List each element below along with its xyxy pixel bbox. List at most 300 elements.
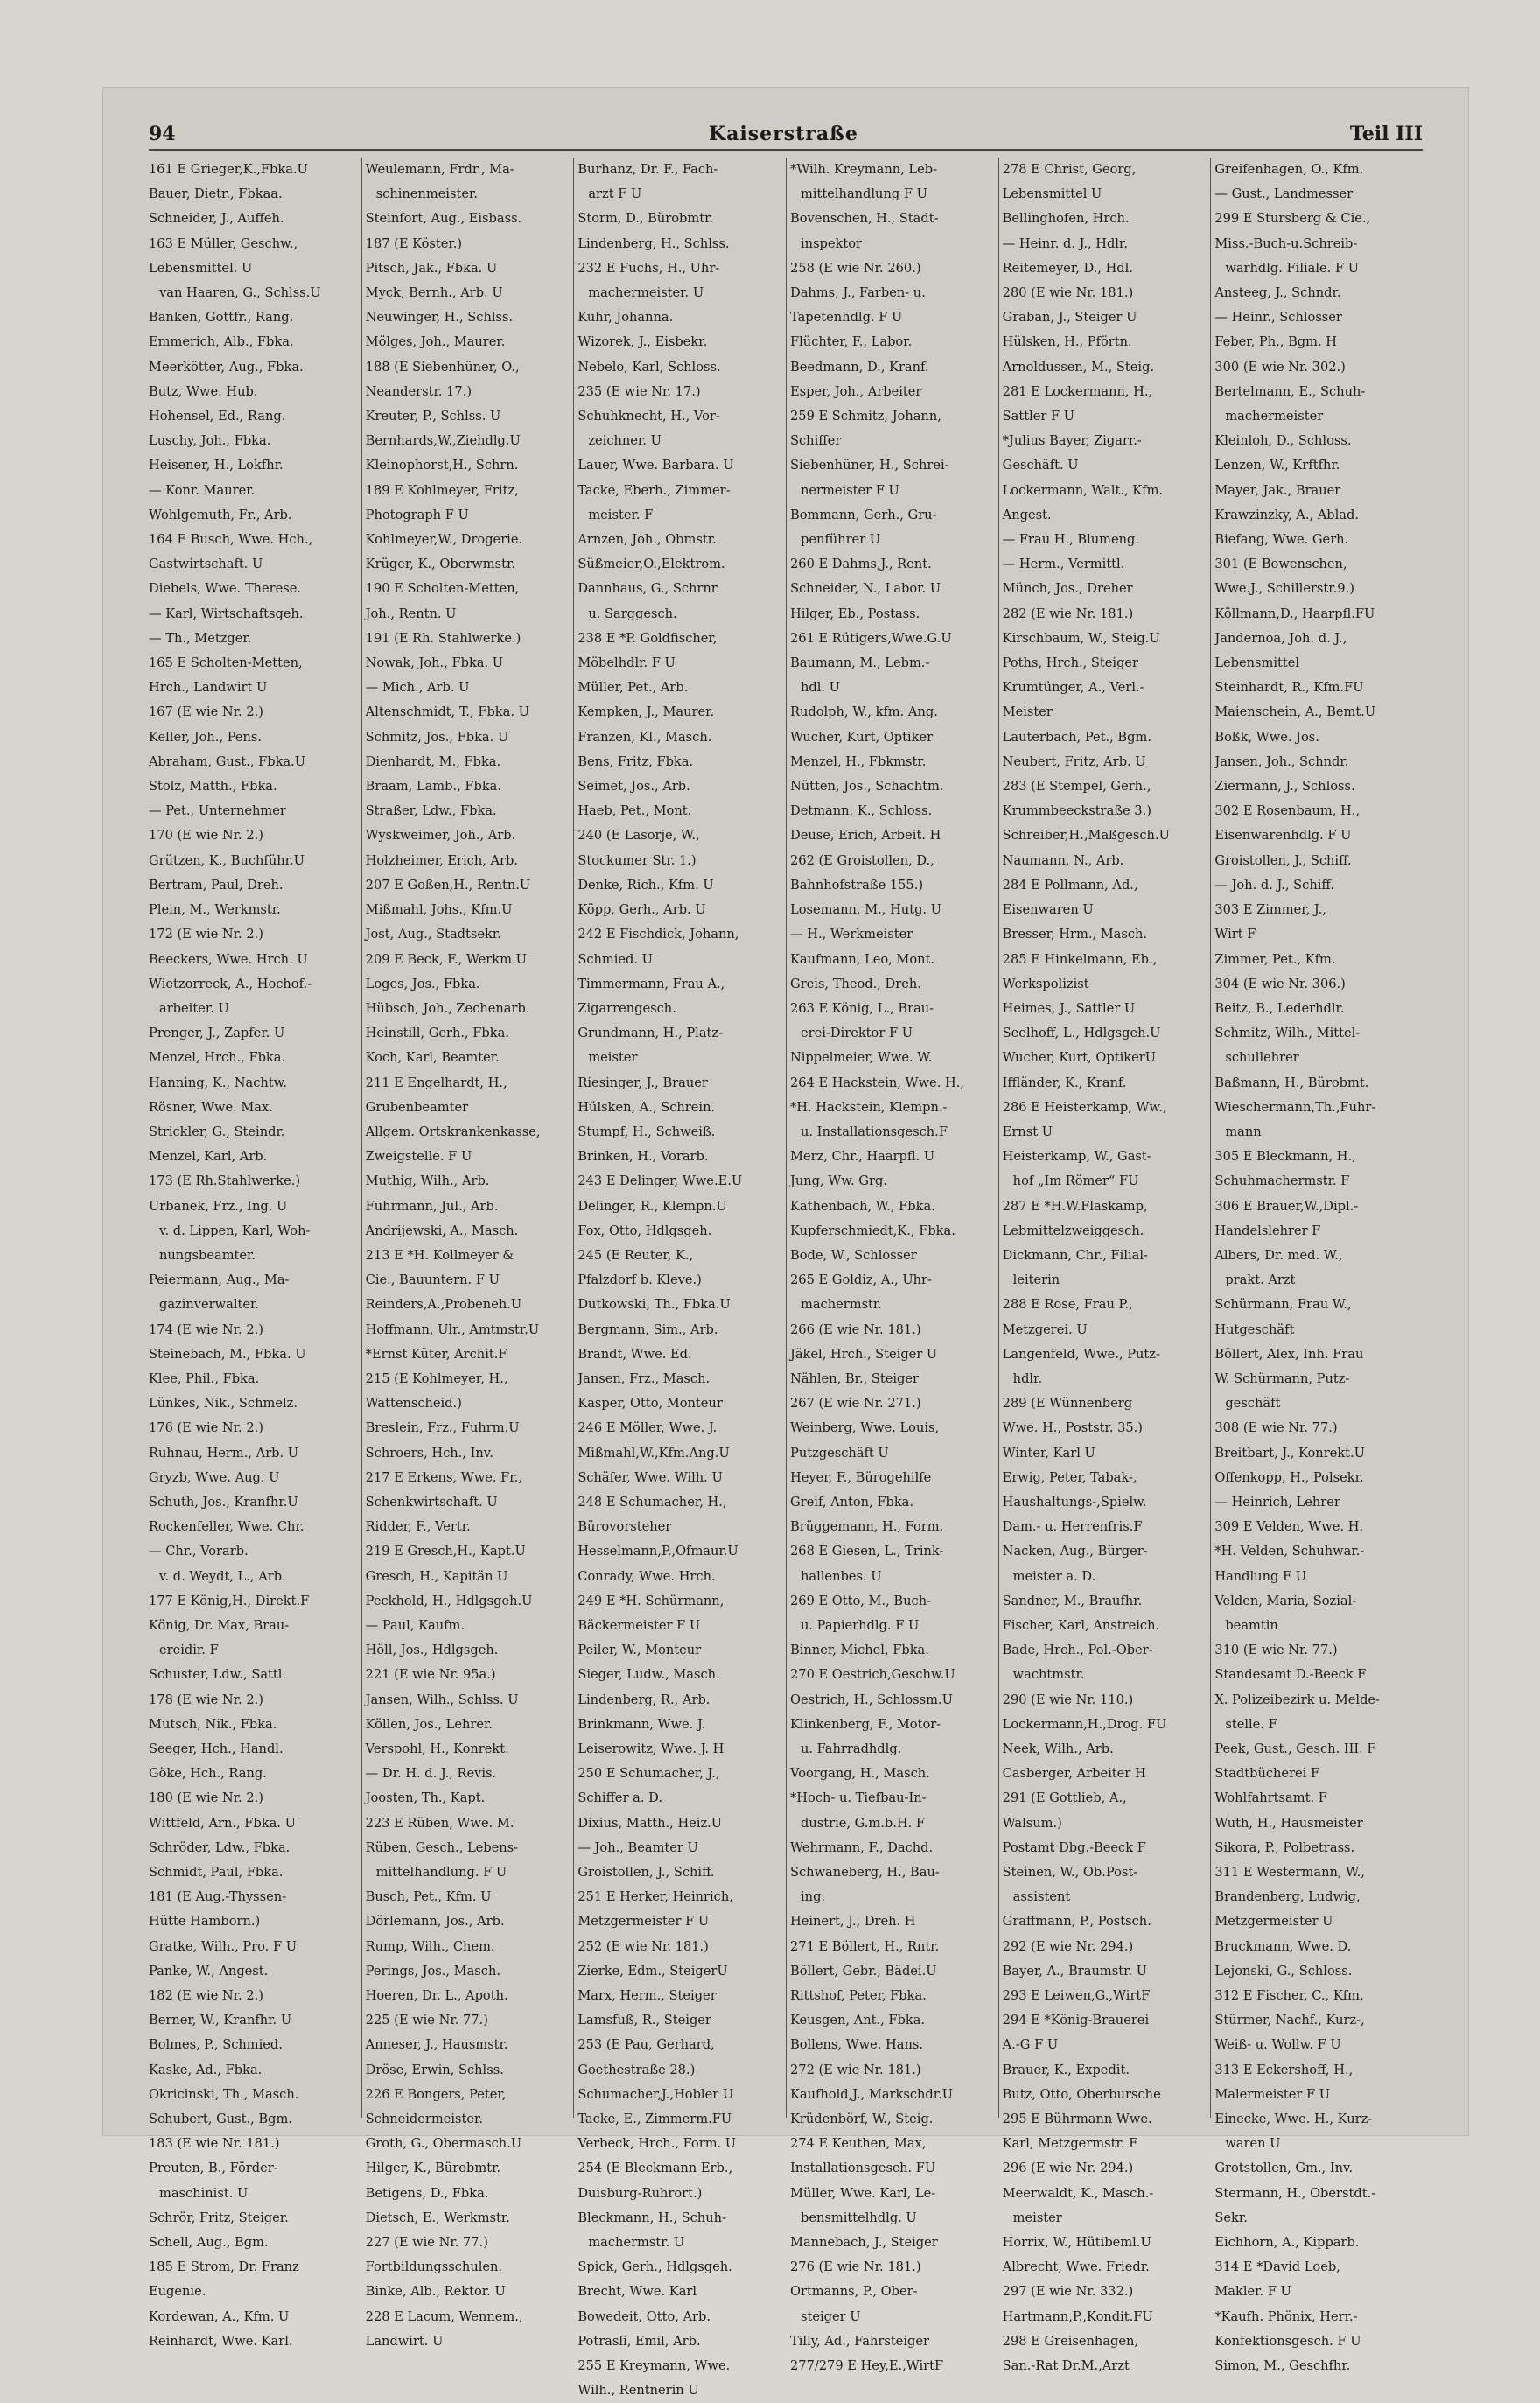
directory-entry: Dörlemann, Jos., Arb. (365, 1914, 505, 1930)
directory-entry: 248 E Schumacher, H., (578, 1494, 727, 1510)
directory-entry: 291 (E Gottlieb, A., (1002, 1790, 1127, 1806)
directory-entry: Bode, W., Schlosser (790, 1247, 917, 1263)
directory-entry: Betigens, D., Fbka. (365, 2185, 489, 2201)
directory-entry: Kleinophorst,H., Schrn. (365, 458, 519, 473)
directory-entry: Arnoldussen, M., Steig. (1002, 359, 1155, 375)
directory-entry: 225 (E wie Nr. 77.) (365, 2013, 488, 2028)
directory-entry: — Herm., Vermittl. (1002, 557, 1125, 572)
directory-entry: Binke, Alb., Rektor. U (365, 2284, 506, 2300)
directory-entry: Braam, Lamb., Fbka. (365, 779, 502, 795)
directory-entry: 302 E Rosenbaum, H., (1214, 803, 1360, 819)
directory-entry: — Th., Metzger. (149, 630, 252, 646)
directory-entry: Lünkes, Nik., Schmelz. (149, 1396, 298, 1412)
directory-entry: Iffländer, K., Kranf. (1002, 1075, 1127, 1090)
directory-entry: Lebensmittel U (1002, 186, 1102, 202)
directory-entry: 207 E Goßen,H., Rentn.U (365, 877, 531, 893)
directory-entry: 259 E Schmitz, Johann, (790, 409, 942, 424)
directory-entry: 176 (E wie Nr. 2.) (149, 1420, 263, 1436)
directory-entry: Dröse, Erwin, Schlss. (365, 2062, 504, 2077)
directory-entry: — Konr. Maurer. (149, 482, 256, 498)
directory-entry: 165 E Scholten-Metten, (149, 655, 303, 671)
directory-entry: 172 (E wie Nr. 2.) (149, 927, 263, 942)
directory-entry: Delinger, R., Klempn.U (578, 1198, 727, 1214)
directory-entry: Spick, Gerh., Hdlgsgeh. (578, 2259, 732, 2275)
directory-entry: Geschäft. U (1002, 458, 1079, 473)
directory-entry: Leiserowitz, Wwe. J. H (578, 1741, 724, 1756)
directory-entry: Kleinloh, D., Schloss. (1214, 433, 1352, 449)
directory-entry: Lebensmittel (1214, 655, 1300, 671)
directory-entry: Bertram, Paul, Dreh. (149, 877, 284, 893)
directory-entry: Conrady, Wwe. Hrch. (578, 1568, 716, 1584)
directory-entry: Wwe. H., Poststr. 35.) (1002, 1420, 1143, 1436)
directory-entry: Greifenhagen, O., Kfm. (1214, 162, 1364, 177)
directory-entry: Greis, Theod., Dreh. (790, 976, 921, 991)
directory-entry: Weiß- u. Wollw. F U (1214, 2037, 1341, 2053)
directory-entry: Voorgang, H., Masch. (790, 1766, 930, 1782)
directory-entry: *Ernst Küter, Archit.F (365, 1346, 508, 1362)
directory-column (149, 158, 361, 2349)
directory-entry: Werkspolizist (1002, 976, 1089, 991)
directory-entry: Mutsch, Nik., Fbka. (149, 1716, 277, 1732)
directory-entry: Zierke, Edm., SteigerU (578, 1963, 728, 1979)
directory-entry: Sekr. (1214, 2210, 1248, 2225)
directory-entry: 285 E Hinkelmann, Eb., (1002, 951, 1158, 967)
directory-entry: Ortmanns, P., Ober- (790, 2284, 918, 2300)
directory-entry: Langenfeld, Wwe., Putz- (1002, 1346, 1160, 1362)
directory-entry: u. Sarggesch. (588, 606, 677, 621)
directory-entry: Timmermann, Frau A., (578, 976, 725, 991)
directory-entry: Steinhardt, R., Kfm.FU (1214, 680, 1364, 696)
directory-entry: Lockermann,H.,Drog. FU (1002, 1716, 1167, 1732)
directory-entry: 288 E Rose, Frau P., (1002, 1297, 1133, 1313)
directory-entry: — H., Werkmeister (790, 927, 914, 942)
directory-entry: u. Papierhdlg. F U (801, 1617, 920, 1633)
directory-entry: Flüchter, F., Labor. (790, 334, 913, 350)
directory-entry: Lebensmittel. U (149, 260, 253, 276)
directory-entry: 227 (E wie Nr. 77.) (365, 2235, 488, 2251)
directory-entry: Metzgermeister F U (578, 1914, 710, 1930)
directory-entry: König, Dr. Max, Brau- (149, 1617, 290, 1633)
directory-entry: Handlung F U (1214, 1568, 1307, 1584)
directory-entry: Dickmann, Chr., Filial- (1002, 1247, 1148, 1263)
directory-entry: Hoeren, Dr. L., Apoth. (365, 1988, 508, 2004)
directory-entry: Duisburg-Ruhrort.) (578, 2185, 703, 2201)
directory-entry: Schiffer (790, 433, 842, 449)
directory-entry: Bauer, Dietr., Fbkaa. (149, 186, 283, 202)
directory-entry: Groth, G., Obermasch.U (365, 2136, 522, 2152)
directory-entry: Marx, Herm., Steiger (578, 1988, 717, 2004)
directory-entry: Wilh., Rentnerin U (578, 2383, 699, 2399)
directory-entry: Rösner, Wwe. Max. (149, 1099, 273, 1115)
directory-entry: Jansen, Joh., Schndr. (1214, 753, 1349, 769)
directory-entry: Menzel, H., Fbkmstr. (790, 753, 927, 769)
directory-entry: Schroers, Hch., Inv. (365, 1445, 494, 1461)
directory-entry: Storm, D., Bürobmtr. (578, 211, 714, 227)
directory-entry: 181 (E Aug.-Thyssen- (149, 1889, 287, 1905)
directory-entry: meister a. D. (1012, 1568, 1096, 1584)
directory-entry: Stockumer Str. 1.) (578, 852, 696, 868)
directory-entry: 226 E Bongers, Peter, (365, 2086, 507, 2102)
directory-entry: Steinen, W., Ob.Post- (1002, 1865, 1138, 1881)
directory-entry: Krummbeeckstraße 3.) (1002, 803, 1152, 819)
directory-entry: Bleckmann, H., Schuh- (578, 2210, 726, 2225)
directory-entry: Böllert, Gebr., Bädei.U (790, 1963, 937, 1979)
directory-entry: Angest. (1002, 507, 1052, 522)
directory-entry: Bruckmann, Wwe. D. (1214, 1938, 1352, 1954)
directory-entry: 269 E Otto, M., Buch- (790, 1593, 932, 1608)
directory-entry: schinenmeister. (375, 186, 478, 202)
directory-entry: Simon, M., Geschfhr. (1214, 2358, 1351, 2374)
part-label: Teil III (1349, 123, 1423, 145)
directory-entry: Hübsch, Joh., Zechenarb. (365, 1000, 530, 1016)
directory-entry: — Dr. H. d. J., Revis. (365, 1766, 497, 1782)
directory-entry: Schmitz, Jos., Fbka. U (365, 729, 509, 745)
directory-entry: 262 (E Groistollen, D., (790, 852, 934, 868)
directory-entry: Sandner, M., Braufhr. (1002, 1593, 1143, 1608)
directory-entry: waren U (1225, 2136, 1281, 2152)
directory-entry: Mißmahl, Johs., Kfm.U (365, 902, 513, 918)
directory-entry: Peiermann, Aug., Ma- (149, 1272, 290, 1288)
directory-entry: Hrch., Landwirt U (149, 680, 268, 696)
directory-entry: Wizorek, J., Eisbekr. (578, 334, 708, 350)
directory-entry: 308 (E wie Nr. 77.) (1214, 1420, 1338, 1436)
directory-entry: Bürovorsteher (578, 1519, 672, 1535)
directory-entry: hallenbes. U (801, 1568, 882, 1584)
directory-entry: Seimet, Jos., Arb. (578, 779, 690, 795)
directory-entry: Keller, Joh., Pens. (149, 729, 262, 745)
directory-entry: 167 (E wie Nr. 2.) (149, 704, 263, 720)
directory-entry: Bäckermeister F U (578, 1617, 701, 1633)
directory-entry: 177 E König,H., Direkt.F (149, 1593, 310, 1608)
directory-entry: Brauer, K., Expedit. (1002, 2062, 1130, 2077)
directory-entry: Schumacher,J.,Hobler U (578, 2086, 734, 2102)
directory-entry: Süßmeier,O.,Elektrom. (578, 557, 725, 572)
directory-entry: San.-Rat Dr.M.,Arzt (1002, 2358, 1130, 2374)
directory-entry: 299 E Stursberg & Cie., (1214, 211, 1371, 227)
directory-entry: 267 (E wie Nr. 271.) (790, 1396, 921, 1412)
directory-entry: Breslein, Frz., Fuhrm.U (365, 1420, 520, 1436)
directory-entry: Neanderstr. 17.) (365, 383, 472, 399)
directory-entry: 311 E Westermann, W., (1214, 1865, 1365, 1881)
directory-entry: Nacken, Aug., Bürger- (1002, 1544, 1148, 1559)
directory-entry: Lauterbach, Pet., Bgm. (1002, 729, 1152, 745)
directory-entry: 238 E *P. Goldfischer, (578, 630, 718, 646)
directory-entry: Kordewan, A., Kfm. U (149, 2308, 290, 2324)
directory-entry: Okricinski, Th., Masch. (149, 2086, 299, 2102)
directory-entry: Kohlmeyer,W., Drogerie. (365, 532, 523, 548)
directory-entry: Menzel, Karl, Arb. (149, 1149, 268, 1165)
directory-entry: Wwe.J., Schillerstr.9.) (1214, 581, 1354, 597)
directory-entry: Böllert, Alex, Inh. Frau (1214, 1346, 1364, 1362)
directory-entry: Stürmer, Nachf., Kurz-, (1214, 2013, 1365, 2028)
directory-entry: Mißmahl,W.,Kfm.Ang.U (578, 1445, 730, 1461)
directory-entry: Jandernoa, Joh. d. J., (1214, 630, 1348, 646)
directory-entry: Hesselmann,P.,Ofmaur.U (578, 1544, 738, 1559)
directory-entry: 250 E Schumacher, J., (578, 1766, 720, 1782)
directory-entry: Hartmann,P.,Kondit.FU (1002, 2308, 1153, 2324)
directory-entry: machermstr. U (588, 2235, 685, 2251)
directory-entry: Dietsch, E., Werkmstr. (365, 2210, 510, 2225)
directory-entry: Reinders,A.,Probeneh.U (365, 1297, 522, 1313)
directory-entry: Schuhmachermstr. F (1214, 1173, 1350, 1189)
directory-entry: 296 (E wie Nr. 294.) (1002, 2161, 1134, 2176)
directory-entry: 183 (E wie Nr. 181.) (149, 2136, 280, 2152)
directory-entry: Mölges, Joh., Maurer. (365, 334, 506, 350)
directory-entry: 185 E Strom, Dr. Franz (149, 2259, 299, 2275)
directory-entry: Schmidt, Paul, Fbka. (149, 1865, 284, 1881)
directory-entry: Schuhknecht, H., Vor- (578, 409, 720, 424)
directory-entry: 265 E Goldiz, A., Uhr- (790, 1272, 932, 1288)
directory-entry: — Mich., Arb. U (365, 680, 470, 696)
directory-entry: Stumpf, H., Schweiß. (578, 1124, 716, 1139)
directory-entry: Ziermann, J., Schloss. (1214, 779, 1355, 795)
directory-entry: Jansen, Frz., Masch. (578, 1370, 710, 1386)
directory-entry: Lindenberg, H., Schlss. (578, 235, 730, 251)
directory-entry: Myck, Bernh., Arb. U (365, 285, 503, 301)
directory-entry: Grundmann, H., Platz- (578, 1026, 724, 1041)
directory-entry: Heisterkamp, W., Gast- (1002, 1149, 1152, 1165)
directory-entry: Reitemeyer, D., Hdl. (1002, 260, 1133, 276)
directory-entry: Köpp, Gerh., Arb. U (578, 902, 706, 918)
directory-entry: Münch, Jos., Dreher (1002, 581, 1133, 597)
directory-entry: Meerwaldt, K., Masch.- (1002, 2185, 1154, 2201)
directory-entry: 174 (E wie Nr. 2.) (149, 1321, 263, 1337)
directory-entry: Jäkel, Hrch., Steiger U (790, 1346, 938, 1362)
directory-entry: 258 (E wie Nr. 260.) (790, 260, 921, 276)
directory-entry: Biefang, Wwe. Gerh. (1214, 532, 1349, 548)
directory-entry: 303 E Zimmer, J., (1214, 902, 1326, 918)
directory-entry: Tapetenhdlg. F U (790, 310, 903, 326)
directory-entry: Rittshof, Peter, Fbka. (790, 1988, 927, 2004)
directory-entry: Seelhoff, L., Hdlgsgeh.U (1002, 1026, 1161, 1041)
directory-entry: Hütte Hamborn.) (149, 1914, 261, 1930)
directory-entry: Ridder, F., Vertr. (365, 1519, 471, 1535)
directory-entry: Malermeister F U (1214, 2086, 1331, 2102)
directory-entry: 306 E Brauer,W.,Dipl.- (1214, 1198, 1359, 1214)
directory-entry: 228 E Lacum, Wennem., (365, 2308, 523, 2324)
directory-entry: Binner, Michel, Fbka. (790, 1643, 929, 1658)
directory-entry: Maienschein, A., Bemt.U (1214, 704, 1376, 720)
directory-entry: Jost, Aug., Stadtsekr. (365, 927, 501, 942)
directory-entry: schullehrer (1225, 1050, 1299, 1066)
directory-entry: Lauer, Wwe. Barbara. U (578, 458, 734, 473)
directory-entry: Andrijewski, A., Masch. (365, 1223, 519, 1238)
directory-entry: Weinberg, Wwe. Louis, (790, 1420, 940, 1436)
directory-entry: Schneidermeister. (365, 2112, 484, 2127)
directory-entry: Bresser, Hrm., Masch. (1002, 927, 1148, 942)
directory-entry: Tacke, Eberh., Zimmer- (578, 482, 731, 498)
directory-entry: Nebelo, Karl, Schloss. (578, 359, 721, 375)
directory-entry: 189 E Kohlmeyer, Fritz, (365, 482, 519, 498)
directory-entry: Jansen, Wilh., Schlss. U (365, 1692, 519, 1707)
directory-entry: 280 (E wie Nr. 181.) (1002, 285, 1134, 301)
directory-entry: Steinfort, Aug., Eisbass. (365, 211, 522, 227)
directory-entry: 260 E Dahms,J., Rent. (790, 557, 932, 572)
directory-entry: 312 E Fischer, C., Kfm. (1214, 1988, 1364, 2004)
directory-entry: 255 E Kreymann, Wwe. (578, 2358, 731, 2374)
directory-entry: ing. (801, 1889, 826, 1905)
directory-entry: Sikora, P., Polbetrass. (1214, 1839, 1355, 1855)
directory-entry: Wucher, Kurt, Optiker (790, 729, 934, 745)
directory-entry: Kaufhold,J., Markschdr.U (790, 2086, 954, 2102)
directory-entry: 213 E *H. Kollmeyer & (365, 1247, 514, 1263)
directory-entry: Weulemann, Frdr., Ma- (365, 162, 514, 177)
directory-entry: Schneider, J., Auffeh. (149, 211, 284, 227)
directory-column (361, 158, 574, 2349)
directory-entry: assistent (1012, 1889, 1071, 1905)
directory-entry: Oestrich, H., Schlossm.U (790, 1692, 953, 1707)
directory-entry: 304 (E wie Nr. 306.) (1214, 976, 1346, 991)
directory-entry: Müller, Pet., Arb. (578, 680, 689, 696)
directory-entry: Eisenwaren U (1002, 902, 1094, 918)
directory-entry: Wuth, H., Hausmeister (1214, 1815, 1363, 1831)
directory-entry: Heinstill, Gerh., Fbka. (365, 1026, 509, 1041)
directory-entry: Butz, Otto, Oberbursche (1002, 2086, 1161, 2102)
directory-entry: Heisener, H., Lokfhr. (149, 458, 284, 473)
directory-entry: Schrör, Fritz, Steiger. (149, 2210, 289, 2225)
directory-entry: Bernhards,W.,Ziehdlg.U (365, 433, 521, 449)
directory-entry: mittelhandlung F U (801, 186, 928, 202)
directory-entry: 289 (E Wünnenberg (1002, 1396, 1133, 1412)
directory-entry: Peek, Gust., Gesch. III. F (1214, 1741, 1376, 1756)
directory-entry: Panke, W., Angest. (149, 1963, 269, 1979)
directory-entry: Riesinger, J., Brauer (578, 1075, 708, 1090)
directory-entry: Offenkopp, H., Polsekr. (1214, 1469, 1364, 1485)
directory-entry: Mayer, Jak., Brauer (1214, 482, 1341, 498)
directory-entry: Rockenfeller, Wwe. Chr. (149, 1519, 304, 1535)
directory-entry: Naumann, N., Arb. (1002, 852, 1124, 868)
directory-entry: stelle. F (1225, 1716, 1278, 1732)
directory-column (998, 158, 1211, 2374)
directory-entry: 293 E Leiwen,G.,WirtF (1002, 1988, 1151, 2004)
directory-entry: Arnzen, Joh., Obmstr. (578, 532, 717, 548)
directory-entry: Schneider, N., Labor. U (790, 581, 942, 597)
directory-entry: Poths, Hrch., Steiger (1002, 655, 1139, 671)
directory-entry: Greif, Anton, Fbka. (790, 1494, 914, 1510)
directory-entry: Klinkenberg, F., Motor- (790, 1716, 942, 1732)
directory-entry: Hohensel, Ed., Rang. (149, 409, 286, 424)
directory-entry: Hilger, K., Bürobmtr. (365, 2161, 501, 2176)
directory-entry: 313 E Eckershoff, H., (1214, 2062, 1354, 2077)
directory-entry: Möbelhdlr. F U (578, 655, 676, 671)
directory-entry: 161 E Grieger,K.,Fbka.U (149, 162, 308, 177)
directory-entry: — Frau H., Blumeng. (1002, 532, 1140, 548)
directory-entry: Gresch, H., Kapitän U (365, 1568, 508, 1584)
directory-entry: 240 (E Lasorje, W., (578, 828, 700, 844)
directory-entry: Beeckers, Wwe. Hrch. U (149, 951, 308, 967)
directory-entry: Bade, Hrch., Pol.-Ober- (1002, 1643, 1153, 1658)
directory-entry: Metzgermeister U (1214, 1914, 1334, 1930)
directory-entry: 286 E Heisterkamp, Ww., (1002, 1099, 1167, 1115)
directory-entry: v. d. Lippen, Karl, Woh- (159, 1223, 311, 1238)
directory-entry: Schwaneberg, H., Bau- (790, 1865, 940, 1881)
directory-entry: 263 E König, L., Brau- (790, 1000, 934, 1016)
directory-entry: 297 (E wie Nr. 332.) (1002, 2284, 1134, 2300)
directory-entry: Ruhnau, Herm., Arb. U (149, 1445, 299, 1461)
directory-entry: 309 E Velden, Wwe. H. (1214, 1519, 1364, 1535)
directory-entry: Detmann, K., Schloss. (790, 803, 933, 819)
directory-entry: Deuse, Erich, Arbeit. H (790, 828, 942, 844)
directory-entry: Wieschermann,Th.,Fuhr- (1214, 1099, 1376, 1115)
directory-entry: Schuster, Ldw., Sattl. (149, 1667, 287, 1683)
directory-entry: Walsum.) (1002, 1815, 1062, 1831)
directory-entry: Kasper, Otto, Monteur (578, 1396, 723, 1412)
directory-entry: Joosten, Th., Kapt. (365, 1790, 486, 1806)
directory-entry: Neuwinger, H., Schlss. (365, 310, 514, 326)
directory-entry: Zweigstelle. F U (365, 1149, 472, 1165)
directory-entry: hof „Im Römer“ FU (1012, 1173, 1139, 1189)
directory-entry: 287 E *H.W.Flaskamp, (1002, 1198, 1148, 1214)
directory-entry: Baumann, M., Lebm.- (790, 655, 930, 671)
directory-entry: geschäft (1225, 1396, 1281, 1412)
directory-entry: Allgem. Ortskrankenkasse, (365, 1124, 541, 1139)
directory-entry: Fischer, Karl, Anstreich. (1002, 1617, 1160, 1633)
directory-column (1210, 158, 1423, 2374)
directory-entry: Krawzinzky, A., Ablad. (1214, 507, 1359, 522)
directory-entry: — Pet., Unternehmer (149, 803, 286, 819)
directory-entry: 163 E Müller, Geschw., (149, 235, 298, 251)
directory-entry: 246 E Möller, Wwe. J. (578, 1420, 718, 1436)
directory-entry: Dienhardt, M., Fbka. (365, 753, 501, 769)
directory-entry: Grubenbeamter (365, 1099, 469, 1115)
directory-entry: Lindenberg, R., Arb. (578, 1692, 710, 1707)
directory-entry: Menzel, Hrch., Fbka. (149, 1050, 286, 1066)
directory-entry: Albers, Dr. med. W., (1214, 1247, 1343, 1263)
directory-entry: Ansteeg, J., Schndr. (1214, 285, 1341, 301)
directory-entry: 217 E Erkens, Wwe. Fr., (365, 1469, 522, 1485)
directory-entry: 242 E Fischdick, Johann, (578, 927, 739, 942)
directory-entry: Eugenie. (149, 2284, 206, 2300)
directory-entry: maschinist. U (159, 2185, 248, 2201)
directory-entry: Lamsfuß, R., Steiger (578, 2013, 711, 2028)
directory-entry: — Heinr., Schlosser (1214, 310, 1342, 326)
directory-entry: Graffmann, P., Postsch. (1002, 1914, 1152, 1930)
directory-entry: Stadtbücherei F (1214, 1766, 1320, 1782)
directory-entry: Wehrmann, F., Dachd. (790, 1839, 934, 1855)
directory-entry: 219 E Gresch,H., Kapt.U (365, 1544, 526, 1559)
directory-entry: Standesamt D.-Beeck F (1214, 1667, 1367, 1683)
directory-entry: Krüger, K., Oberwmstr. (365, 557, 515, 572)
directory-entry: leiterin (1012, 1272, 1060, 1288)
directory-entry: hdl. U (801, 680, 840, 696)
directory-entry: Keusgen, Ant., Fbka. (790, 2013, 926, 2028)
directory-entry: *Hoch- u. Tiefbau-In- (790, 1790, 927, 1806)
directory-entry: Putzgeschäft U (790, 1445, 889, 1461)
directory-entry: Wirt F (1214, 927, 1256, 942)
directory-entry: Velden, Maria, Sozial- (1214, 1593, 1357, 1608)
directory-entry: Abraham, Gust., Fbka.U (149, 753, 306, 769)
directory-entry: Gratke, Wilh., Pro. F U (149, 1938, 298, 1954)
directory-entry: 301 (E Bowenschen, (1214, 557, 1348, 572)
directory-entry: Schell, Aug., Bgm. (149, 2235, 269, 2251)
directory-entry: 232 E Fuchs, H., Uhr- (578, 260, 720, 276)
directory-entry: Dutkowski, Th., Fbka.U (578, 1297, 731, 1313)
directory-entry: Brinkmann, Wwe. J. (578, 1716, 706, 1732)
directory-columns (149, 158, 1423, 2399)
directory-entry: Verspohl, H., Konrekt. (365, 1741, 509, 1756)
directory-entry: 253 (E Pau, Gerhard, (578, 2037, 715, 2053)
directory-entry: Bayer, A., Braumstr. U (1002, 1963, 1148, 1979)
directory-entry: 292 (E wie Nr. 294.) (1002, 1938, 1134, 1954)
directory-entry: Nütten, Jos., Schachtm. (790, 779, 944, 795)
directory-entry: Potrasli, Emil, Arb. (578, 2333, 701, 2349)
directory-entry: Perings, Jos., Masch. (365, 1963, 500, 1979)
directory-entry: mittelhandlung. F U (375, 1865, 508, 1881)
directory-entry: Hilger, Eb., Postass. (790, 606, 920, 621)
directory-entry: 278 E Christ, Georg, (1002, 162, 1137, 177)
directory-entry: steiger U (801, 2308, 861, 2324)
directory-entry: erei-Direktor F U (801, 1026, 914, 1041)
